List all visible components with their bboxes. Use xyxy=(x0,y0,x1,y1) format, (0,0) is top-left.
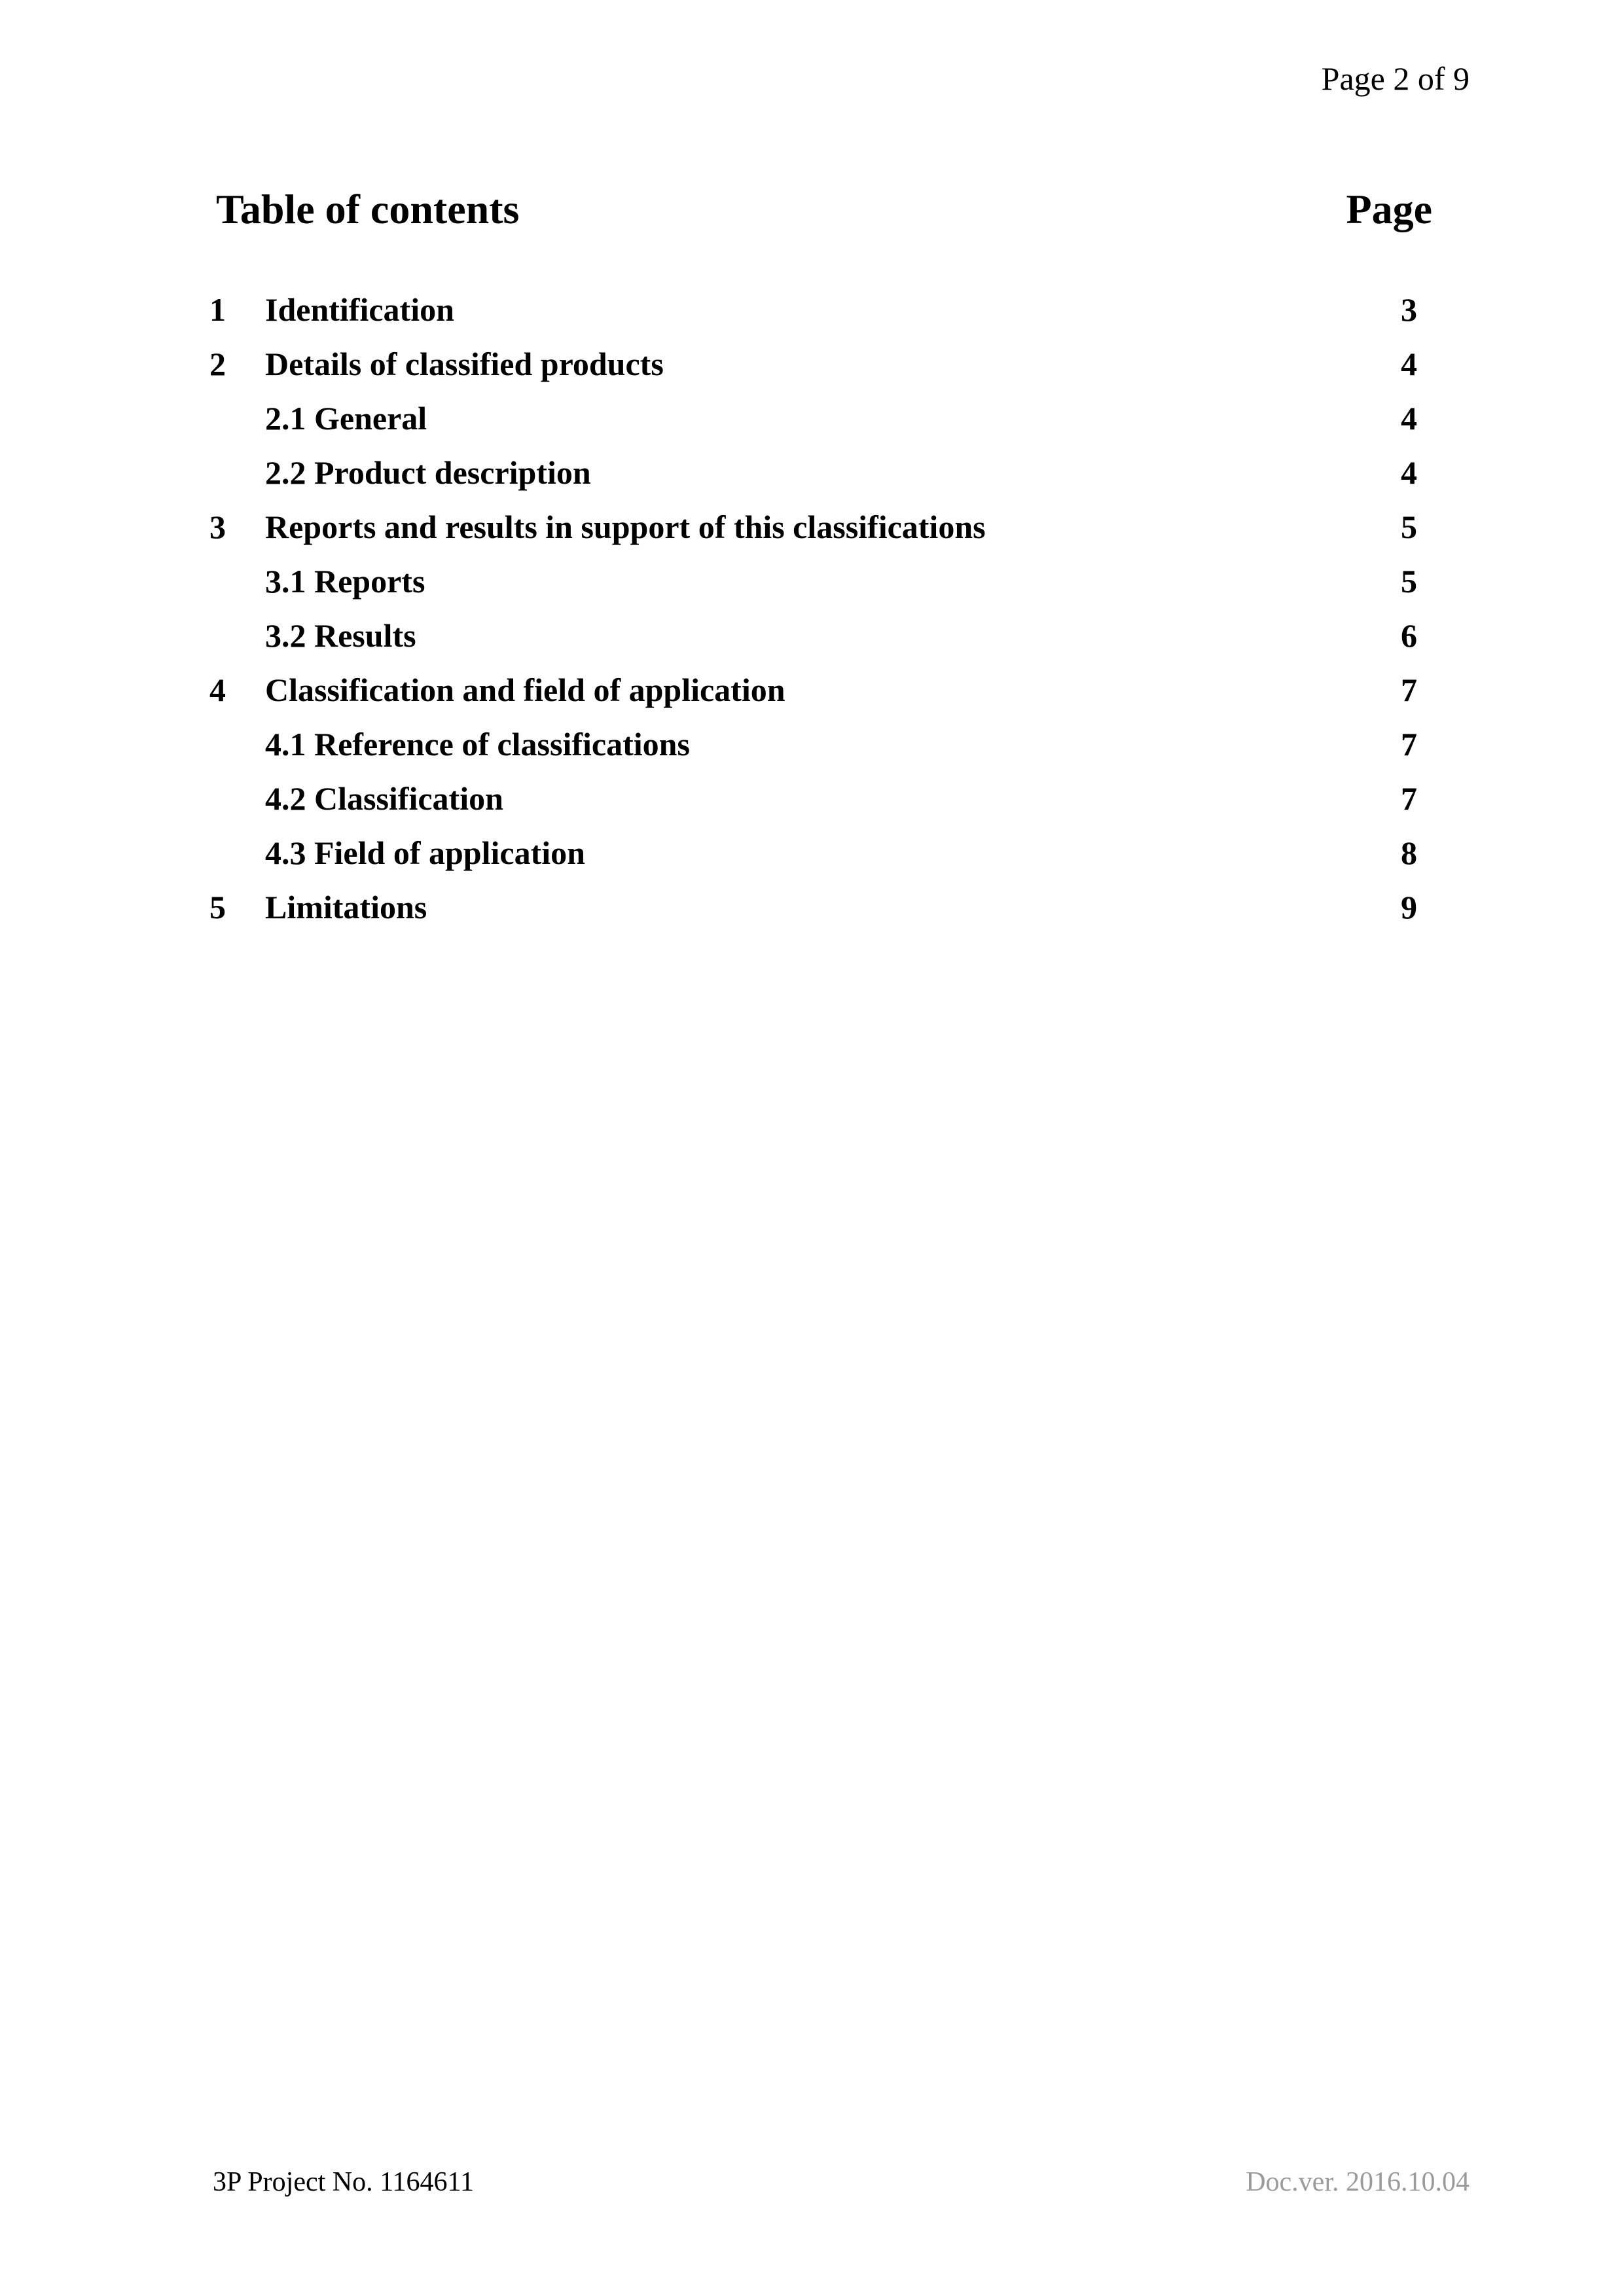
toc-entry-page: 7 xyxy=(1401,672,1417,708)
toc-entry-page: 4 xyxy=(1401,346,1417,382)
toc-entry-label: Reports and results in support of this classifications xyxy=(265,509,986,545)
toc-entry xyxy=(209,337,1417,391)
toc-entry xyxy=(209,446,1417,500)
toc-entry-number xyxy=(209,446,265,500)
toc-entry xyxy=(209,772,1417,826)
toc-entry xyxy=(209,391,1417,446)
footer-project-number: 3P Project No. 1164611 xyxy=(213,2167,474,2197)
toc-entry-number: 1 xyxy=(209,291,226,328)
toc-entry xyxy=(209,717,1417,772)
toc-entry-number xyxy=(209,609,265,663)
toc-header-row xyxy=(216,188,1432,230)
toc-title: Table of contents xyxy=(216,186,520,232)
toc-entry xyxy=(209,500,1417,554)
toc-entry-label: Identification xyxy=(265,291,454,328)
toc-entry-label: 3.1 Reports xyxy=(265,563,425,600)
toc-entry-number xyxy=(209,826,265,880)
toc-entry-number xyxy=(209,554,265,609)
toc-entry xyxy=(209,609,1417,663)
toc-list xyxy=(209,283,1417,935)
toc-entry-page: 7 xyxy=(1401,780,1417,817)
toc-entry-page: 5 xyxy=(1401,509,1417,545)
toc-entry-number: 2 xyxy=(209,346,226,382)
toc-entry-number: 5 xyxy=(209,889,226,925)
toc-entry-page: 4 xyxy=(1401,454,1417,491)
toc-entry-label: 3.2 Results xyxy=(265,617,416,654)
toc-entry-page: 3 xyxy=(1401,291,1417,328)
toc-entry-number xyxy=(209,391,265,446)
toc-entry-page: 5 xyxy=(1401,563,1417,600)
toc-entry-number xyxy=(209,717,265,772)
toc-page-column-header: Page xyxy=(1346,186,1432,232)
toc-entry xyxy=(209,880,1417,935)
toc-entry xyxy=(209,283,1417,337)
toc-entry-label: Classification and field of application xyxy=(265,672,785,708)
toc-entry-page: 6 xyxy=(1401,617,1417,654)
toc-entry-label: 4.1 Reference of classifications xyxy=(265,726,690,762)
toc-entry-page: 4 xyxy=(1401,400,1417,437)
toc-entry-page: 7 xyxy=(1401,726,1417,762)
page-footer xyxy=(213,2166,1470,2198)
toc-entry-label: 4.3 Field of application xyxy=(265,834,585,871)
toc-entry-label: 4.2 Classification xyxy=(265,780,503,817)
toc-entry xyxy=(209,826,1417,880)
toc-entry xyxy=(209,554,1417,609)
page-pagination: Page 2 of 9 xyxy=(1321,60,1470,97)
toc-entry-label: Details of classified products xyxy=(265,346,664,382)
toc-entry-label: 2.1 General xyxy=(265,400,427,437)
toc-entry-page: 8 xyxy=(1401,834,1417,871)
toc-entry-label: 2.2 Product description xyxy=(265,454,591,491)
toc-entry-number xyxy=(209,772,265,826)
toc-entry-page: 9 xyxy=(1401,889,1417,925)
toc-entry-number: 4 xyxy=(209,672,226,708)
toc-entry-label: Limitations xyxy=(265,889,427,925)
toc-entry xyxy=(209,663,1417,717)
toc-entry-number: 3 xyxy=(209,509,226,545)
footer-doc-version: Doc.ver. 2016.10.04 xyxy=(1246,2167,1470,2197)
